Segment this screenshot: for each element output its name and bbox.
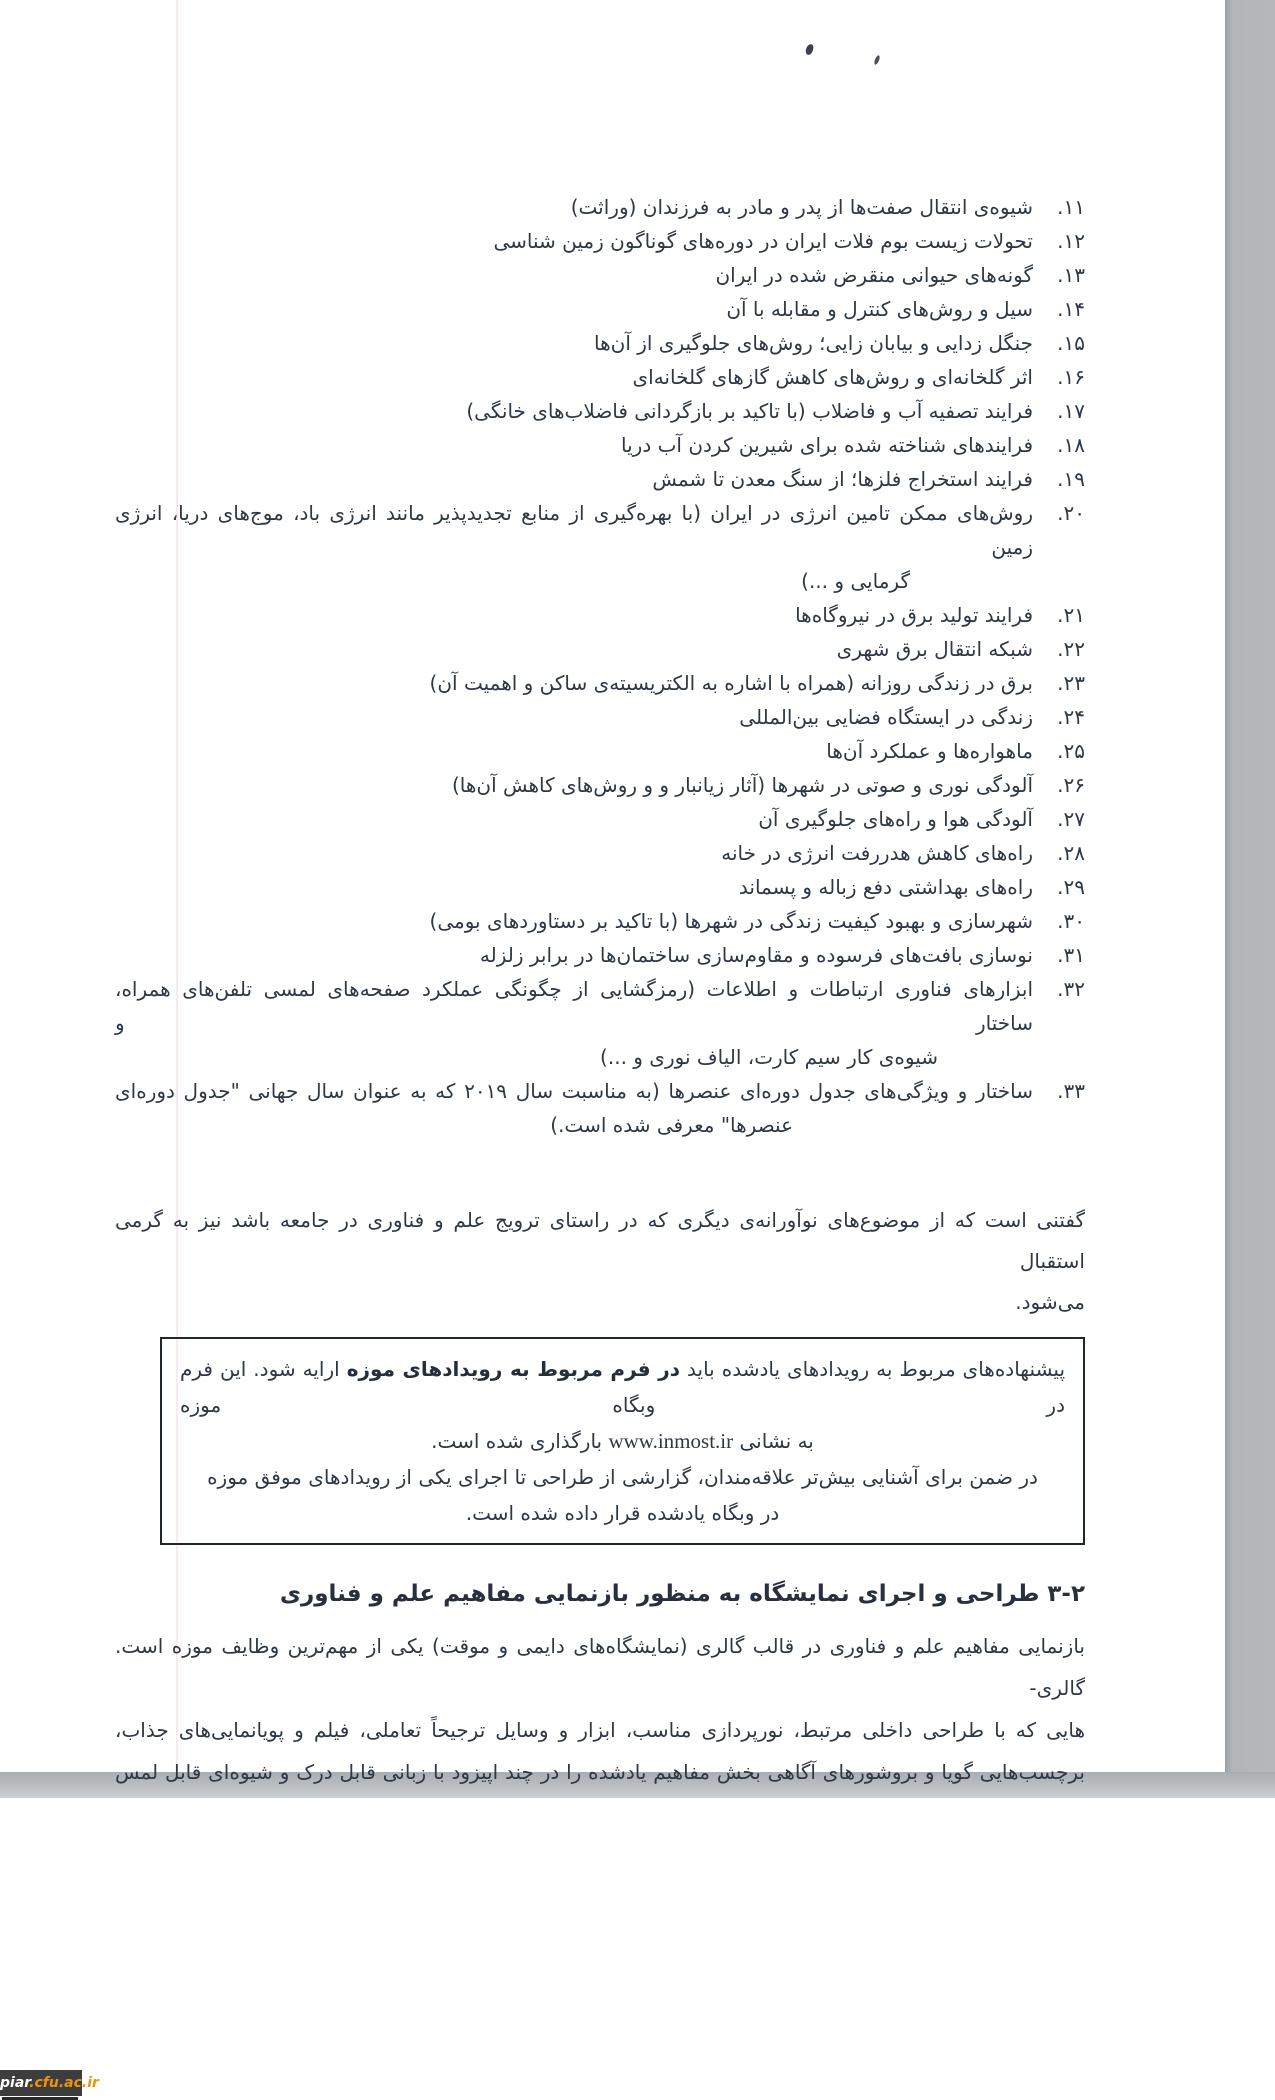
list-item [115, 768, 1085, 802]
watermark-suffix: .cfu.ac.ir [29, 2075, 99, 2091]
list-item-number: ۲۲. [1057, 637, 1085, 661]
list-item-line: ماهواره‌ها و عملکرد آن‌ها [826, 739, 1033, 763]
list-item [115, 496, 1085, 598]
notice-line-3: در ضمن برای آشنایی بیش‌تر علاقه‌مندان، گزارشی از طراحی تا اجرای یکی از رویدادهای موفق موزه [207, 1465, 1038, 1489]
notice-line-1-post: ارایه شود. این فرم در وبگاه موزه [180, 1357, 1065, 1417]
list-item-line: فرایند تصفیه آب و فاضلاب (با تاکید بر بازگردانی فاضلاب‌های خانگی) [466, 399, 1033, 423]
list-item-text [115, 462, 1033, 496]
list-item-number: ۱۴. [1057, 297, 1085, 321]
list-item-text [115, 938, 1033, 972]
list-item-number: ۱۲. [1057, 229, 1085, 253]
list-item-line: اثر گلخانه‌ای و روش‌های کاهش گازهای گلخانه‌ای [632, 365, 1033, 389]
list-item-text [115, 836, 1033, 870]
ink-speck [873, 55, 880, 66]
list-item-line: آلودگی نوری و صوتی در شهرها (آثار زیانبار و و روش‌های کاهش آن‌ها) [451, 773, 1033, 797]
list-item-line: فرایندهای شناخته شده برای شیرین کردن آب دریا [621, 433, 1033, 457]
list-item-text [115, 632, 1033, 666]
notice-line-1 [180, 1351, 1065, 1423]
page-shadow-right [1225, 0, 1275, 1782]
list-item [115, 292, 1085, 326]
list-item-number: ۱۶. [1057, 365, 1085, 389]
closing-paragraph [115, 1200, 1085, 1323]
list-item-line: زندگی در ایستگاه فضایی بین‌المللی [739, 705, 1033, 729]
section-heading: ۳-۲ طراحی و اجرای نمایشگاه به منظور بازنمایی مفاهیم علم و فناوری [279, 1581, 1085, 1607]
list-item-number: ۲۵. [1057, 739, 1085, 763]
list-item-text [115, 972, 1033, 1074]
list-item-text [115, 1074, 1033, 1142]
list-item-text [115, 496, 1033, 598]
list-item-line: شهرسازی و بهبود کیفیت زندگی در شهرها (با تاکید بر دستاوردهای بومی) [429, 909, 1033, 933]
list-item-text [115, 904, 1033, 938]
list-item [115, 802, 1085, 836]
list-item-line: ابزارهای فناوری ارتباطات و اطلاعات (رمزگشایی از چگونگی عملکرد صفحه‌های لمسی تلفن‌های همراه، ساختار و [115, 977, 1033, 1035]
list-item-text [115, 666, 1033, 700]
list-item [115, 904, 1085, 938]
list-item-line: شبکه انتقال برق شهری [836, 637, 1033, 661]
section-paragraph-line: هایی که با طراحی داخلی مرتبط، نورپردازی مناسب، ابزار و وسایل ترجیحاً تعاملی، فیلم و پویانمایی‌های جذاب، [115, 1718, 1085, 1742]
list-item-line: برق در زندگی روزانه (همراه با اشاره به الکتریسیته‌ی ساکن و اهمیت آن) [429, 671, 1033, 695]
list-item-line: جنگل زدایی و بیابان زایی؛ روش‌های جلوگیری از آن‌ها [593, 331, 1033, 355]
list-item-text [115, 360, 1033, 394]
list-item-line: راه‌های کاهش هدررفت انرژی در خانه [721, 841, 1033, 865]
list-item-line: ساختار و ویژگی‌های جدول دوره‌ای عنصرها (به مناسبت سال ۲۰۱۹ که به عنوان سال جهانی "جدول دوره‌ای [115, 1079, 1033, 1103]
list-item-line: راه‌های بهداشتی دفع زباله و پسماند [738, 875, 1033, 899]
list-item-text [115, 326, 1033, 360]
watermark-prefix: piar [0, 2075, 30, 2091]
list-item-line: تحولات زیست بوم فلات ایران در دوره‌های گوناگون زمین شناسی [493, 229, 1033, 253]
closing-line-1: گفتنی است که از موضوع‌های نوآورانه‌ی دیگری که در راستای ترویج علم و فناوری در جامعه باشد نیز به گرمی استقبال [115, 1208, 1085, 1273]
list-item-number: ۱۱. [1057, 195, 1085, 219]
list-item [115, 1074, 1085, 1142]
section-paragraph [115, 1625, 1085, 1793]
list-item-line: آلودگی هوا و راه‌های جلوگیری آن [758, 807, 1033, 831]
list-item-number: ۲۱. [1057, 603, 1085, 627]
notice-line-1-pre: پیشنهاده‌های مربوط به رویدادهای یادشده باید [680, 1357, 1066, 1381]
list-item-number: ۲۰. [1057, 501, 1085, 525]
list-item [115, 428, 1085, 462]
topic-list [115, 190, 1085, 1142]
list-item-text [115, 598, 1033, 632]
list-item-line: شیوه‌ی انتقال صفت‌ها از پدر و مادر به فرزندان (وراثت) [570, 195, 1033, 219]
list-item [115, 462, 1085, 496]
document-content [115, 190, 1085, 1793]
list-item-number: ۳۱. [1057, 943, 1085, 967]
list-item-number: ۱۳. [1057, 263, 1085, 287]
list-item [115, 632, 1085, 666]
list-item-text [115, 394, 1033, 428]
list-item [115, 734, 1085, 768]
list-item [115, 258, 1085, 292]
list-item [115, 360, 1085, 394]
list-item [115, 700, 1085, 734]
list-item [115, 836, 1085, 870]
list-item [115, 972, 1085, 1074]
list-item [115, 938, 1085, 972]
list-item-line: شیوه‌ی کار سیم کارت، الیاف نوری و ...) [600, 1045, 938, 1069]
notice-line-2 [180, 1423, 1065, 1459]
list-item-number: ۳۳. [1057, 1079, 1085, 1103]
closing-line-2: می‌شود. [1015, 1290, 1085, 1314]
list-item-number: ۲۴. [1057, 705, 1085, 729]
watermark-badge [0, 2070, 99, 2096]
list-item-text [115, 870, 1033, 904]
ink-speck [805, 43, 814, 55]
list-item-text [115, 258, 1033, 292]
list-item-line: نوسازی بافت‌های فرسوده و مقاوم‌سازی ساختمان‌ها در برابر زلزله [479, 943, 1033, 967]
list-item-number: ۳۰. [1057, 909, 1085, 933]
list-item-text [115, 734, 1033, 768]
list-item-line: فرایند تولید برق در نیروگاه‌ها [795, 603, 1033, 627]
list-item-number: ۱۵. [1057, 331, 1085, 355]
list-item-number: ۱۸. [1057, 433, 1085, 457]
list-item-line: فرایند استخراج فلزها؛ از سنگ معدن تا شمش [652, 467, 1033, 491]
list-item-line: گرمایی و ...) [801, 569, 910, 593]
list-item-number: ۱۷. [1057, 399, 1085, 423]
list-item-number: ۱۹. [1057, 467, 1085, 491]
list-item [115, 666, 1085, 700]
list-item-text [115, 802, 1033, 836]
list-item [115, 224, 1085, 258]
list-item-number: ۲۸. [1057, 841, 1085, 865]
website-url: www.inmost.ir [608, 1429, 734, 1453]
list-item-number: ۲۶. [1057, 773, 1085, 797]
list-item-text [115, 768, 1033, 802]
list-item-line: عنصرها" معرفی شده است.) [550, 1113, 793, 1137]
section-paragraph-line: برچسب‌هایی گویا و بروشورهای آگاهی بخش مفاهیم یادشده را در چند اپیزود با زبانی قابل درک و شیوه‌ای قابل لمس [115, 1760, 1085, 1784]
list-item-number: ۳۲. [1057, 977, 1085, 1001]
notice-line-1-bold: در فرم مربوط به رویدادهای موزه [346, 1357, 681, 1381]
list-item-number: ۲۷. [1057, 807, 1085, 831]
notice-line-2-post: بارگذاری شده است. [431, 1429, 609, 1453]
list-item-line: گونه‌های حیوانی منقرض شده در ایران [715, 263, 1033, 287]
list-item-text [115, 428, 1033, 462]
list-item [115, 394, 1085, 428]
list-item-text [115, 224, 1033, 258]
list-item-line: سیل و روش‌های کنترل و مقابله با آن [726, 297, 1033, 321]
list-item [115, 870, 1085, 904]
list-item-line: روش‌های ممکن تامین انرژی در ایران (با بهره‌گیری از منابع تجدیدپذیر مانند انرژی باد، موج‌های دریا، انرژی زمین [115, 501, 1033, 559]
list-item-text [115, 700, 1033, 734]
list-item [115, 326, 1085, 360]
list-item-number: ۲۹. [1057, 875, 1085, 899]
notice-box [160, 1337, 1085, 1545]
list-item-number: ۲۳. [1057, 671, 1085, 695]
list-item [115, 598, 1085, 632]
list-item [115, 190, 1085, 224]
list-item-text [115, 190, 1033, 224]
section-paragraph-line: بازنمایی مفاهیم علم و فناوری در قالب گالری (نمایشگاه‌های دایمی و موقت) یکی از مهم‌ترین وظایف موزه است. گالری- [115, 1634, 1085, 1700]
notice-line-2-pre: به نشانی [733, 1429, 814, 1453]
notice-line-4: در وبگاه یادشده قرار داده شده است. [465, 1501, 780, 1525]
list-item-text [115, 292, 1033, 326]
